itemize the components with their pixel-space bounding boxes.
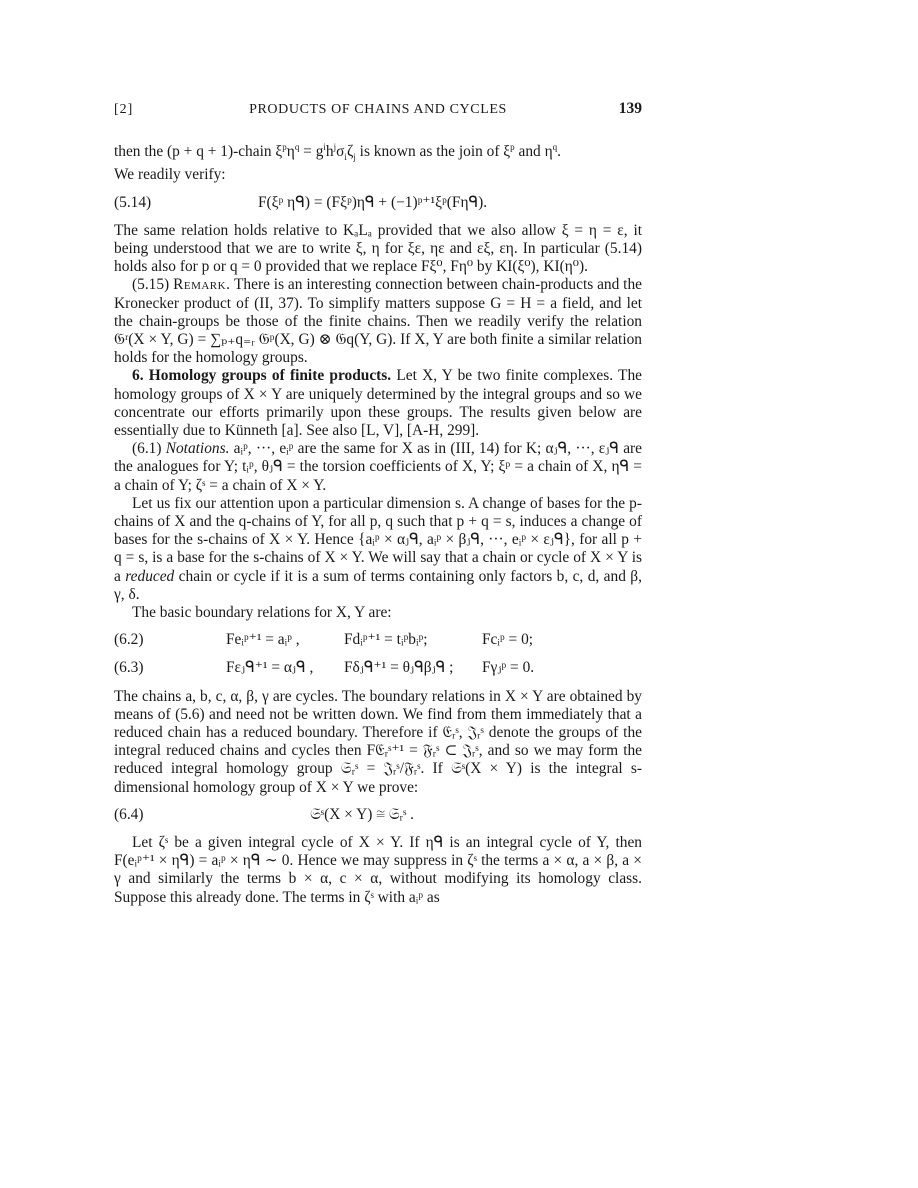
equation-label: (6.3) — [114, 659, 144, 677]
remark-heading: Remark. — [173, 276, 231, 294]
page-number: 139 — [618, 100, 642, 117]
paragraph-notations: (6.1) Notations. aᵢᵖ, ···, eᵢᵖ are the same for X as in (III, 14) for K; αⱼᑫ, ···, εⱼᑫ are the analogues for Y; tᵢᵖ, θⱼᑫ = the torsion coefficients of X, Y; ξᵖ = a chain of X, ηᑫ = a chain of Y; ζˢ = a chain of X × Y. — [114, 440, 642, 494]
equation-part: Feᵢᵖ⁺¹ = aᵢᵖ , — [226, 631, 300, 649]
section-heading: 6. Homology groups of finite products. — [132, 367, 392, 385]
equation-part: Fδⱼᑫ⁺¹ = θⱼᑫβⱼᑫ ; — [344, 659, 454, 677]
paragraph-let-zeta: Let ζˢ be a given integral cycle of X × Y. If ηᑫ is an integral cycle of Y, then F(eᵢᵖ⁺¹ × ηᑫ) = aᵢᵖ × ηᑫ ∼ 0. Hence we may suppress in ζˢ the terms a × α, a × β, a × γ and similarly the terms b × α, c × α, without modifying its homology class. Suppose this already done. The terms in ζˢ with aᵢᵖ as — [114, 834, 642, 906]
paragraph-fix-dimension: Let us fix our attention upon a particular dimension s. A change of bases for the p-chains of X and the q-chains of Y, for all p, q such that p + q = s, induces a change of bases for the s-chains of X × Y. Hence {aᵢᵖ × αⱼᑫ, aᵢᵖ × βⱼᑫ, ···, eᵢᵖ × εⱼᑫ}, for all p + q = s, is a base for the s-chains of X × Y. We will say that a chain or cycle of X × Y is a reduced chain or cycle if it is a sum of terms containing only factors b, c, d, and β, γ, δ. — [114, 494, 642, 603]
paragraph-same-relation: The same relation holds relative to KₐLₐ provided that we also allow ξ = η = ε, it being understood that we are to write ξ, η for ξε, ηε and εξ, εη. In particular (5.14) holds also for p or q = 0 provided that we replace Fξ⁰, Fη⁰ by KI(ξ⁰), KI(η⁰). — [114, 221, 642, 276]
equation-label: (6.2) — [114, 631, 144, 649]
notations-heading: Notations. — [165, 440, 230, 458]
equation-part: Fεⱼᑫ⁺¹ = αⱼᑫ , — [226, 659, 314, 677]
body-text — [114, 138, 642, 907]
equation-label: (6.4) — [114, 805, 144, 823]
equation-5-14 — [114, 194, 642, 212]
equation-part: Fγⱼᵖ = 0. — [482, 659, 535, 677]
equation-6-2 — [114, 631, 642, 649]
paragraph-remark: (5.15) Remark. There is an interesting connection between chain-products and the Kronecker product of (II, 37). To simplify matters suppose G = H = a field, and let the chain-groups be those of the finite chains. Then we readily verify the relation 𝔊ʳ(X × Y, G) = ∑ₚ₊q₌ᵣ 𝔊ᵖ(X, G) ⊗ 𝔊q(Y, G). If X, Y are both finite a similar relation holds for the homology groups. — [114, 276, 642, 367]
equation-label: (5.14) — [114, 193, 152, 211]
paragraph-join: then the (p + q + 1)-chain $\xi^p\eta^q = g^ih^j\sigma_i\zeta_j$ is known as the join of $\xi^p$ and $\eta^q$. We readily verify: — [114, 142, 561, 184]
equation-part: Fcᵢᵖ = 0; — [482, 631, 534, 649]
paragraph-section-6: 6. Homology groups of finite products. Let X, Y be two finite complexes. The homology groups of X × Y are uniquely determined by the integral groups and so we concentrate our efforts primarily upon these groups. The results given below are essentially due to Künneth [a]. See also [L, V], [A-H, 299]. — [114, 367, 642, 440]
equation-part: Fdᵢᵖ⁺¹ = tᵢᵖbᵢᵖ; — [344, 631, 428, 649]
equation-body: F(ξᵖ ηᑫ) = (Fξᵖ)ηᑫ + (−1)ᵖ⁺¹ξᵖ(Fηᑫ). — [258, 193, 488, 211]
section-number: [2] — [114, 102, 134, 117]
running-title: PRODUCTS OF CHAINS AND CYCLES — [249, 102, 507, 117]
running-header — [114, 100, 642, 120]
paragraph-basic-relations: The basic boundary relations for X, Y are: — [132, 604, 392, 622]
equation-6-3 — [114, 659, 642, 677]
equation-body: 𝔖ˢ(X × Y) ≅ 𝔖ᵣˢ . — [310, 805, 415, 823]
equation-6-4 — [114, 806, 642, 824]
paragraph-chains-cycles: The chains a, b, c, α, β, γ are cycles. The boundary relations in X × Y are obtained by means of (5.6) and need not be written down. We find from them immediately that a reduced chain has a reduced boundary. Therefore if 𝔈ᵣˢ, 𝔍ᵣˢ denote the groups of the integral reduced chains and cycles then F𝔈ᵣˢ⁺¹ = 𝔉ᵣˢ ⊂ 𝔍ᵣˢ, and so we may form the reduced integral homology group 𝔖ᵣˢ = 𝔍ᵣˢ/𝔉ᵣˢ. If 𝔖ˢ(X × Y) is the integral s-dimensional homology group of X × Y we prove: — [114, 687, 642, 796]
